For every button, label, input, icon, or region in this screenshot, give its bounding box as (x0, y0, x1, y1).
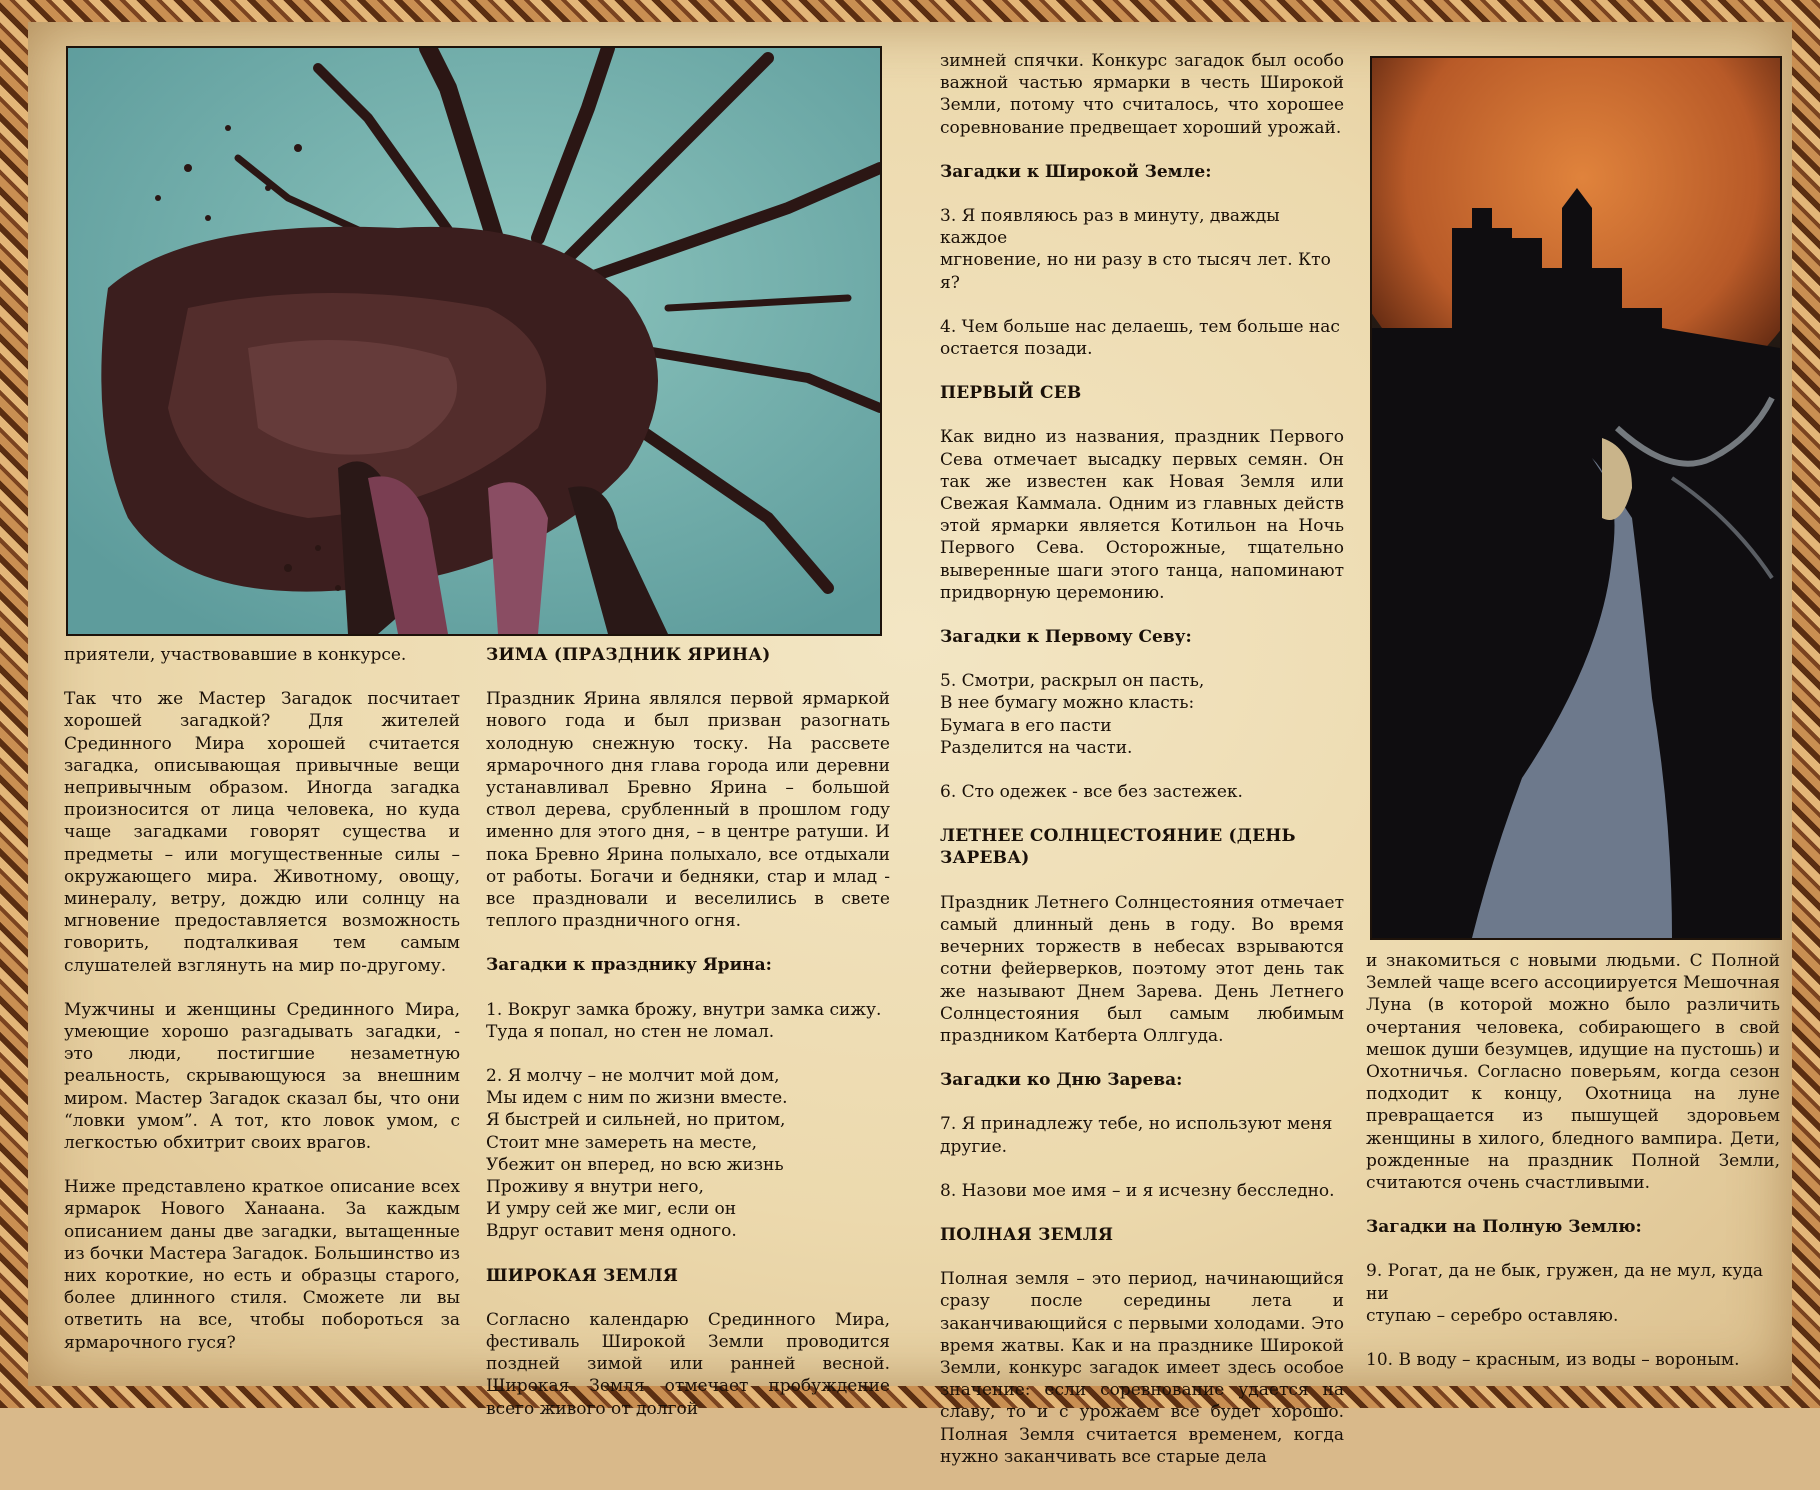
riddle-5 (940, 670, 1344, 759)
riddles-heading: Загадки на Полную Землю: (1366, 1217, 1642, 1238)
paragraph: приятели, участвовавшие в конкурсе. (64, 645, 407, 665)
paragraph: зимней спячки. Конкурс загадок был особо важной частью ярмарки в честь Широкой Земли, потому что считалось, что хорошее соревнование предвещает хороший урожай. (940, 51, 1344, 138)
riddles-heading: Загадки к празднику Ярина: (486, 955, 772, 976)
riddle-line: Проживу я внутри него, (486, 1177, 704, 1198)
riddle-line: 2. Я молчу – не молчит мой дом, (486, 1066, 780, 1087)
riddle-line: 1. Вокруг замка брожу, внутри замка сижу. (486, 999, 882, 1020)
riddle-line: И умру сей же миг, если он (486, 1199, 737, 1220)
paragraph: Ниже представлено краткое описание всех ярмарок Нового Ханаана. За каждым описанием даны две загадки, вытащенные из бочки Мастера Загадок. Большинство из них короткие, но есть и образцы старого, более длинного стиля. Сможете ли вы ответить на все, чтобы побороться за ярмарочного гуся? (64, 1177, 460, 1353)
riddle-line: мгновение, но ни разу в сто тысяч лет. Кто я? (940, 250, 1331, 293)
riddle-line: Мы идем с ним по жизни вместе. (486, 1088, 788, 1109)
riddles-heading: Загадки к Первому Севу: (940, 627, 1192, 648)
riddle-8 (940, 1180, 1344, 1202)
riddle-9 (1366, 1260, 1780, 1327)
column-3 (940, 50, 1344, 1490)
riddle-line: Стоит мне замереть на месте, (486, 1132, 758, 1153)
riddle-line: 4. Чем больше нас делаешь, тем больше нас (940, 316, 1340, 337)
column-1 (64, 644, 460, 1376)
paragraph: Полная земля – это период, начинающийся сразу после середины лета и заканчивающийся с первыми холодами. Это время жатвы. Как и на празднике Широкой Земли, конкурс загадок имеет здесь особое значение: если соревнование удается на славу, то и с урожаем все будет хорошо. Полная Земля считается временем, когда нужно заканчивать все старые дела (940, 1269, 1344, 1467)
riddle-6 (940, 781, 1344, 803)
section-heading: ПЕРВЫЙ СЕВ (940, 383, 1082, 404)
riddle-line: 6. Сто одежек - все без застежек. (940, 782, 1243, 803)
riddle-4 (940, 316, 1344, 360)
section-heading: ПОЛНАЯ ЗЕМЛЯ (940, 1224, 1114, 1245)
riddle-line: Вдруг оставит меня одного. (486, 1221, 737, 1242)
paragraph: Праздник Летнего Солнцестояния отмечает самый длинный день в году. Во время вечерних торжеств в небесах взрываются сотни фейерверков, поэтому этот день так же называют Днем Зарева. День Летнего Солнцестояния был самым любимым праздником Катберта Оллгуда. (940, 892, 1344, 1046)
riddle-line: В нее бумагу можно класть: (940, 693, 1195, 714)
tree-stump-illustration (66, 46, 882, 636)
paragraph: и знакомиться с новыми людьми. С Полной Землей чаще всего ассоциируется Мешочная Луна (в которой можно было различить очертания человека, собирающего в свой мешок души безумцев, идущие на пустошь) и Охотничья. Согласно поверьям, когда сезон подходит к концу, Охотница на луне превращается из пышущей здоровьем женщины в хилого, бледного вампира. Дети, рожденные на праздник Полной Земли, считаются очень счастливыми. (1366, 951, 1780, 1194)
section-heading: ШИРОКАЯ ЗЕМЛЯ (486, 1265, 679, 1286)
riddle-line: 3. Я появляюсь раз в минуту, дважды каждое (940, 206, 1280, 249)
moon-castle-drawing (1372, 58, 1780, 938)
riddle-3 (940, 205, 1344, 294)
section-heading: ЗИМА (ПРАЗДНИК ЯРИНА) (486, 645, 771, 665)
paragraph: Согласно календарю Срединного Мира, фестиваль Широкой Земли проводится поздней зимой или ранней весной. Широкая Земля отмечает пробуждение всего живого от долгой (486, 1309, 890, 1419)
riddles-heading: Загадки к Широкой Земле: (940, 161, 1212, 182)
paragraph: Мужчины и женщины Срединного Мира, умеющие хорошо разгадывать загадки, - это люди, постигшие незаметную реальность, скрывающуюся за внешним миром. Мастер Загадок сказал бы, что они “ловки умом”. А тот, кто ловок умом, с легкостью обхитрит своих врагов. (64, 999, 460, 1154)
riddle-line: другие. (940, 1136, 1008, 1157)
tree-stump-drawing (68, 48, 880, 634)
riddle-line: ступаю – серебро оставляю. (1366, 1305, 1619, 1326)
moon-castle-illustration (1370, 56, 1782, 940)
riddle-line: Я быстрей и сильней, но притом, (486, 1110, 786, 1131)
riddle-line: 7. Я принадлежу тебе, но используют меня (940, 1114, 1333, 1135)
section-heading: ЛЕТНЕЕ СОЛНЦЕСТОЯНИЕ (ДЕНЬ ЗАРЕВА) (940, 826, 1296, 869)
riddle-line: остается позади. (940, 339, 1093, 360)
riddle-line: Туда я попал, но стен не ломал. (486, 1021, 775, 1042)
paragraph: Праздник Ярина являлся первой ярмаркой нового года и был призван разогнать холодную снежную тоску. На рассвете ярмарочного дня глава города или деревни устанавливал Бревно Ярина – большой ствол дерева, срубленный в прошлом году именно для этого дня, – в центре ратуши. И пока Бревно Ярина полыхало, все отдыхали от работы. Богачи и бедняки, стар и млад - все праздновали и веселились в свете теплого праздничного огня. (486, 689, 890, 932)
riddle-line: Разделится на части. (940, 737, 1133, 758)
riddle-7 (940, 1113, 1344, 1157)
riddle-1 (486, 999, 890, 1043)
paragraph: Так что же Мастер Загадок посчитает хорошей загадкой? Для жителей Срединного Мира хорошей считается загадка, описывающая привычные вещи непривычным образом. Иногда загадка произносится от лица человека, но куда чаще загадками говорят существа и предметы – или могущественные силы – окружающего мира. Животному, овощу, минералу, ветру, дождю или солнцу на мгновение предоставляется возможность говорить, подталкивая тем самым слушателей взглянуть на мир по-другому. (64, 689, 460, 976)
column-4 (1366, 950, 1780, 1393)
riddle-line: 5. Смотри, раскрыл он пасть, (940, 671, 1205, 692)
riddle-line: 9. Рогат, да не бык, гружен, да не мул, куда ни (1366, 1261, 1764, 1304)
riddle-10 (1366, 1349, 1780, 1371)
riddle-2 (486, 1065, 890, 1243)
riddle-line: Убежит он вперед, но всю жизнь (486, 1154, 784, 1175)
riddle-line: 10. В воду – красным, из воды – вороным. (1366, 1350, 1740, 1371)
riddle-line: Бумага в его пасти (940, 715, 1112, 736)
paragraph: Как видно из названия, праздник Первого Сева отмечает высадку первых семян. Он так же известен как Новая Земля или Свежая Каммала. Одним из главных действ этой ярмарки является Котильон на Ночь Первого Сева. Осторожные, тщательно выверенные шаги этого танца, напоминают придворную церемонию. (940, 427, 1344, 603)
riddles-heading: Загадки ко Дню Зарева: (940, 1070, 1183, 1091)
riddle-line: 8. Назови мое имя – и я исчезну бесследно. (940, 1180, 1335, 1201)
column-2 (486, 644, 890, 1442)
